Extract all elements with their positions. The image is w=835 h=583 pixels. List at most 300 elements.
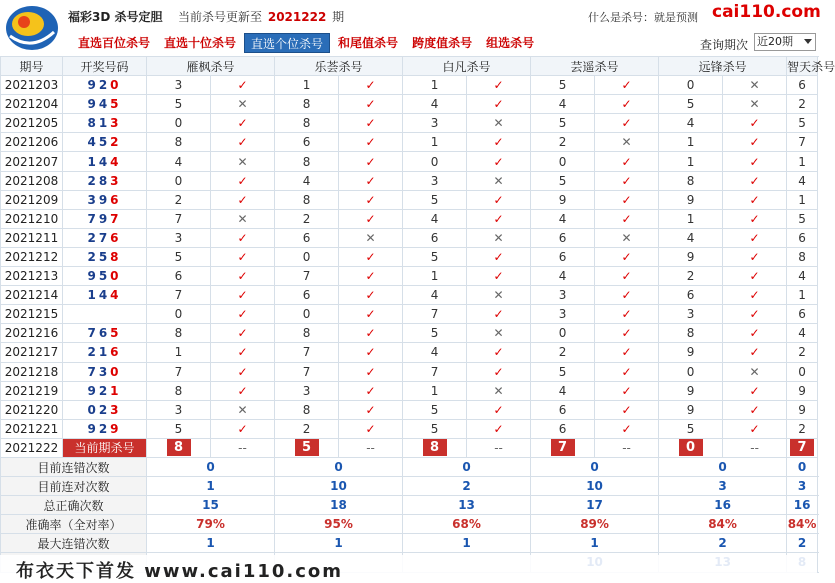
stat-row	[1, 496, 818, 515]
check-icon: ✓	[595, 190, 659, 209]
whatis-link[interactable]: 什么是杀号：就是预测	[588, 11, 698, 24]
table-row	[1, 247, 818, 266]
kill-number: 7	[147, 362, 211, 381]
tab-4[interactable]: 跨度值杀号	[412, 36, 473, 50]
draw-digit: 2	[98, 383, 111, 398]
cross-icon: ✕	[723, 95, 787, 114]
kill-number: 6	[531, 400, 595, 419]
issue-cell: 2021214	[1, 286, 63, 305]
kill-number: 2	[787, 343, 818, 362]
kill-number: 6	[275, 286, 339, 305]
kill-number: 5	[531, 362, 595, 381]
kill-number: 5	[147, 419, 211, 438]
kill-number: 8	[275, 190, 339, 209]
stat-value: 18	[275, 496, 403, 515]
draw-digit: 1	[110, 383, 122, 398]
draw-digit: 7	[87, 364, 99, 379]
site-link[interactable]: cai110.com	[712, 2, 821, 22]
kill-number: 2	[787, 419, 818, 438]
table-row	[1, 228, 818, 247]
draw-digit: 1	[98, 345, 111, 360]
kill-number: 6	[147, 267, 211, 286]
tab-bar	[72, 33, 542, 53]
kill-number: 4	[275, 171, 339, 190]
kill-number: 6	[531, 247, 595, 266]
check-icon: ✓	[467, 343, 531, 362]
kill-number: 5	[659, 95, 723, 114]
draw-digit: 0	[110, 269, 122, 284]
draw-cell	[63, 114, 147, 133]
current-kill-cell	[275, 438, 339, 457]
kill-number: 0	[531, 152, 595, 171]
kill-number: 0	[275, 247, 339, 266]
check-icon: ✓	[723, 209, 787, 228]
check-icon: ✓	[211, 362, 275, 381]
issue-cell: 2021213	[1, 267, 63, 286]
column-header: 乐荟杀号	[275, 57, 403, 76]
draw-digit: 4	[110, 154, 122, 169]
stat-value: 0	[275, 457, 403, 476]
check-icon: ✓	[339, 95, 403, 114]
draw-digit: 2	[98, 78, 111, 93]
kill-number: 5	[403, 419, 467, 438]
check-icon: ✓	[339, 400, 403, 419]
check-icon: ✓	[467, 95, 531, 114]
draw-cell	[63, 381, 147, 400]
check-icon: ✓	[211, 171, 275, 190]
draw-digit: 2	[87, 230, 99, 245]
check-icon: ✓	[211, 343, 275, 362]
issue-cell: 2021203	[1, 76, 63, 95]
check-icon: ✓	[595, 324, 659, 343]
stat-value: 1	[147, 534, 275, 553]
stat-value: 1	[403, 534, 531, 553]
cross-icon: ✕	[467, 228, 531, 247]
kill-number: 5	[403, 400, 467, 419]
kill-number: 0	[787, 362, 818, 381]
column-header: 芸遥杀号	[531, 57, 659, 76]
check-icon: ✓	[467, 305, 531, 324]
table-row	[1, 152, 818, 171]
check-icon: ✓	[339, 190, 403, 209]
check-icon: ✓	[723, 381, 787, 400]
check-icon: ✓	[339, 209, 403, 228]
logo-icon	[4, 2, 60, 54]
kill-number: 7	[403, 362, 467, 381]
kill-number: 5	[147, 95, 211, 114]
kill-number: 3	[403, 114, 467, 133]
draw-number	[87, 345, 121, 359]
stat-value: 0	[147, 457, 275, 476]
draw-number	[87, 231, 121, 245]
check-icon: ✓	[723, 343, 787, 362]
kill-number: 9	[787, 400, 818, 419]
check-icon: ✓	[467, 133, 531, 152]
stat-value: 84%	[659, 515, 787, 534]
draw-cell	[63, 400, 147, 419]
check-icon: ✓	[723, 171, 787, 190]
issue-cell: 2021215	[1, 305, 63, 324]
current-kill-number: 7	[551, 439, 575, 456]
cross-icon: ✕	[211, 400, 275, 419]
check-icon: ✓	[339, 305, 403, 324]
check-icon: ✓	[595, 286, 659, 305]
draw-digit: 2	[98, 402, 111, 417]
kill-number: 1	[659, 209, 723, 228]
column-header: 远锋杀号	[659, 57, 787, 76]
check-icon: ✓	[723, 267, 787, 286]
kill-number: 3	[147, 400, 211, 419]
stat-value: 0	[531, 457, 659, 476]
tab-2[interactable]: 直选个位杀号	[244, 33, 330, 53]
kill-number: 6	[275, 133, 339, 152]
stat-value: 0	[659, 457, 787, 476]
check-icon: ✓	[339, 152, 403, 171]
check-icon: ✓	[723, 400, 787, 419]
update-suffix: 期	[332, 10, 345, 24]
check-icon: ✓	[595, 209, 659, 228]
table-row	[1, 133, 818, 152]
check-icon: ✓	[339, 247, 403, 266]
draw-digit: 3	[110, 402, 122, 417]
page-header	[0, 0, 821, 30]
check-icon: ✓	[211, 286, 275, 305]
kill-number: 4	[403, 343, 467, 362]
kill-number: 5	[787, 114, 818, 133]
footer-watermark	[0, 555, 817, 580]
kill-number: 7	[275, 267, 339, 286]
brand-title: 福彩3D 杀号定胆	[68, 10, 163, 24]
check-icon: ✓	[595, 76, 659, 95]
tab-5[interactable]: 组选杀号	[486, 36, 535, 50]
draw-digit: 5	[98, 249, 111, 264]
tab-3[interactable]: 和尾值杀号	[338, 36, 399, 50]
kill-number: 8	[147, 324, 211, 343]
check-icon: ✓	[595, 362, 659, 381]
kill-number: 1	[147, 343, 211, 362]
stat-value: 0	[403, 457, 531, 476]
draw-digit: 9	[87, 383, 99, 398]
draw-cell	[63, 133, 147, 152]
cross-icon: ✕	[467, 286, 531, 305]
check-icon: ✓	[723, 152, 787, 171]
kill-number: 7	[275, 362, 339, 381]
check-icon: ✓	[339, 267, 403, 286]
kill-number: 8	[275, 324, 339, 343]
kill-number: 7	[787, 133, 818, 152]
pending-mark: --	[723, 438, 787, 457]
chevron-down-icon	[804, 39, 812, 44]
check-icon: ✓	[211, 267, 275, 286]
check-icon: ✓	[595, 343, 659, 362]
draw-number	[87, 250, 121, 264]
draw-digit: 5	[110, 97, 122, 112]
cross-icon: ✕	[723, 76, 787, 95]
kill-number: 9	[787, 381, 818, 400]
kill-number: 1	[403, 133, 467, 152]
draw-digit: 2	[98, 421, 111, 436]
check-icon: ✓	[339, 419, 403, 438]
check-icon: ✓	[723, 305, 787, 324]
kill-number: 9	[531, 190, 595, 209]
draw-number	[87, 78, 121, 92]
table-row	[1, 95, 818, 114]
stat-value: 1	[531, 534, 659, 553]
current-kill-number: 8	[423, 439, 447, 456]
draw-cell	[63, 152, 147, 171]
table-row	[1, 419, 818, 438]
check-icon: ✓	[595, 267, 659, 286]
draw-number	[87, 193, 121, 207]
draw-cell	[63, 267, 147, 286]
update-info	[178, 8, 344, 25]
check-icon: ✓	[339, 343, 403, 362]
draw-digit: 2	[87, 345, 99, 360]
draw-digit: 9	[98, 192, 111, 207]
check-icon: ✓	[211, 228, 275, 247]
stat-value: 1	[275, 534, 403, 553]
kill-number: 4	[403, 209, 467, 228]
draw-cell	[63, 362, 147, 381]
table-row	[1, 209, 818, 228]
draw-digit: 3	[98, 364, 111, 379]
kill-number: 5	[531, 114, 595, 133]
stat-value: 95%	[275, 515, 403, 534]
pending-mark: --	[467, 438, 531, 457]
kill-number-table	[0, 56, 835, 573]
issue-cell: 2021204	[1, 95, 63, 114]
check-icon: ✓	[723, 114, 787, 133]
check-icon: ✓	[467, 247, 531, 266]
kill-number: 6	[403, 228, 467, 247]
check-icon: ✓	[467, 362, 531, 381]
kill-number: 1	[659, 152, 723, 171]
table-row	[1, 381, 818, 400]
kill-number: 6	[531, 419, 595, 438]
draw-digit: 3	[110, 173, 122, 188]
stat-value: 0	[787, 457, 818, 476]
kill-number: 0	[147, 114, 211, 133]
draw-digit: 8	[87, 116, 99, 131]
check-icon: ✓	[595, 419, 659, 438]
kill-number: 2	[275, 209, 339, 228]
period-select[interactable]	[754, 33, 816, 51]
cross-icon: ✕	[339, 228, 403, 247]
kill-number: 6	[275, 228, 339, 247]
cross-icon: ✕	[467, 114, 531, 133]
stat-row	[1, 477, 818, 496]
issue-cell: 2021212	[1, 247, 63, 266]
draw-digit: 4	[110, 288, 122, 303]
kill-number: 0	[659, 362, 723, 381]
kill-number: 1	[403, 76, 467, 95]
check-icon: ✓	[595, 381, 659, 400]
current-kill-cell	[787, 438, 818, 457]
check-icon: ✓	[595, 171, 659, 190]
check-icon: ✓	[339, 362, 403, 381]
draw-digit: 7	[98, 230, 111, 245]
check-icon: ✓	[467, 419, 531, 438]
kill-number: 2	[531, 343, 595, 362]
draw-digit: 6	[98, 326, 111, 341]
cross-icon: ✕	[467, 324, 531, 343]
table-row	[1, 305, 818, 324]
current-kill-cell	[403, 438, 467, 457]
current-label: 当前期杀号	[63, 438, 147, 457]
check-icon: ✓	[339, 133, 403, 152]
kill-number: 8	[659, 171, 723, 190]
draw-digit: 5	[110, 326, 122, 341]
kill-number: 5	[531, 76, 595, 95]
period-select-value: 近20期	[757, 35, 793, 48]
stat-value: 10	[531, 477, 659, 496]
draw-number	[87, 288, 121, 302]
kill-number: 4	[787, 171, 818, 190]
kill-number: 4	[659, 114, 723, 133]
kill-number: 1	[275, 76, 339, 95]
draw-digit: 0	[110, 364, 122, 379]
check-icon: ✓	[211, 324, 275, 343]
check-icon: ✓	[723, 419, 787, 438]
current-kill-number: 7	[790, 439, 814, 456]
check-icon: ✓	[595, 305, 659, 324]
check-icon: ✓	[467, 152, 531, 171]
kill-number: 6	[659, 286, 723, 305]
kill-number: 1	[787, 190, 818, 209]
kill-number: 0	[659, 76, 723, 95]
table-row	[1, 171, 818, 190]
stat-label: 目前连对次数	[1, 477, 147, 496]
stat-label: 目前连错次数	[1, 457, 147, 476]
kill-number: 5	[403, 190, 467, 209]
kill-number: 8	[275, 95, 339, 114]
current-kill-number: 0	[679, 439, 703, 456]
draw-digit: 9	[87, 421, 99, 436]
issue-cell: 2021219	[1, 381, 63, 400]
kill-number: 4	[659, 228, 723, 247]
kill-number: 9	[659, 343, 723, 362]
stat-value: 17	[531, 496, 659, 515]
tab-0[interactable]: 直选百位杀号	[78, 36, 151, 50]
draw-cell	[63, 76, 147, 95]
draw-number	[87, 422, 121, 436]
kill-number: 8	[147, 133, 211, 152]
kill-number: 3	[531, 286, 595, 305]
kill-number: 8	[787, 247, 818, 266]
kill-number: 3	[403, 171, 467, 190]
cross-icon: ✕	[211, 209, 275, 228]
draw-cell	[63, 228, 147, 247]
check-icon: ✓	[211, 190, 275, 209]
table-header	[1, 57, 818, 76]
footer-text: 布衣天下首发 www.cai110.com	[16, 561, 344, 582]
tab-1[interactable]: 直选十位杀号	[164, 36, 237, 50]
stat-value: 3	[659, 477, 787, 496]
draw-digit: 4	[98, 97, 111, 112]
kill-number: 3	[531, 305, 595, 324]
stat-value: 2	[787, 534, 818, 553]
check-icon: ✓	[723, 324, 787, 343]
kill-number: 9	[659, 400, 723, 419]
kill-number: 9	[659, 247, 723, 266]
draw-digit: 6	[110, 345, 122, 360]
draw-cell	[63, 286, 147, 305]
kill-number: 2	[147, 190, 211, 209]
check-icon: ✓	[723, 133, 787, 152]
kill-number: 5	[531, 171, 595, 190]
draw-cell	[63, 343, 147, 362]
issue-cell: 2021207	[1, 152, 63, 171]
stat-value: 15	[147, 496, 275, 515]
check-icon: ✓	[723, 228, 787, 247]
kill-number: 1	[787, 152, 818, 171]
draw-cell	[63, 190, 147, 209]
issue-cell: 2021216	[1, 324, 63, 343]
draw-digit: 7	[87, 211, 99, 226]
kill-number: 2	[531, 133, 595, 152]
draw-digit: 4	[98, 154, 111, 169]
check-icon: ✓	[211, 133, 275, 152]
draw-digit: 1	[87, 288, 99, 303]
stat-row	[1, 515, 818, 534]
kill-number: 2	[275, 419, 339, 438]
kill-number: 1	[659, 133, 723, 152]
current-kill-cell	[659, 438, 723, 457]
kill-number: 4	[787, 267, 818, 286]
draw-number	[87, 174, 121, 188]
draw-digit: 5	[98, 135, 111, 150]
draw-digit: 3	[87, 192, 99, 207]
issue-cell: 2021217	[1, 343, 63, 362]
kill-number: 4	[531, 381, 595, 400]
draw-number	[87, 212, 121, 226]
stat-row	[1, 534, 818, 553]
draw-number	[87, 403, 121, 417]
check-icon: ✓	[595, 152, 659, 171]
check-icon: ✓	[595, 400, 659, 419]
kill-number: 3	[659, 305, 723, 324]
column-header: 智天杀号	[787, 57, 818, 76]
cross-icon: ✕	[467, 171, 531, 190]
draw-cell	[63, 324, 147, 343]
kill-number: 8	[147, 381, 211, 400]
table-row	[1, 324, 818, 343]
cross-icon: ✕	[595, 133, 659, 152]
check-icon: ✓	[467, 400, 531, 419]
kill-number: 3	[275, 381, 339, 400]
kill-number: 9	[659, 381, 723, 400]
check-icon: ✓	[467, 267, 531, 286]
kill-number: 6	[787, 76, 818, 95]
issue-cell: 2021210	[1, 209, 63, 228]
draw-cell	[63, 171, 147, 190]
kill-number: 4	[403, 286, 467, 305]
kill-number: 4	[531, 267, 595, 286]
check-icon: ✓	[211, 305, 275, 324]
kill-number: 6	[787, 228, 818, 247]
update-issue: 2021222	[267, 10, 327, 24]
stat-value: 16	[659, 496, 787, 515]
issue-cell: 2021220	[1, 400, 63, 419]
check-icon: ✓	[467, 190, 531, 209]
kill-number: 4	[147, 152, 211, 171]
draw-digit: 2	[87, 173, 99, 188]
check-icon: ✓	[467, 209, 531, 228]
kill-number: 0	[147, 305, 211, 324]
pending-mark: --	[339, 438, 403, 457]
stat-value: 84%	[787, 515, 818, 534]
issue-cell: 2021218	[1, 362, 63, 381]
